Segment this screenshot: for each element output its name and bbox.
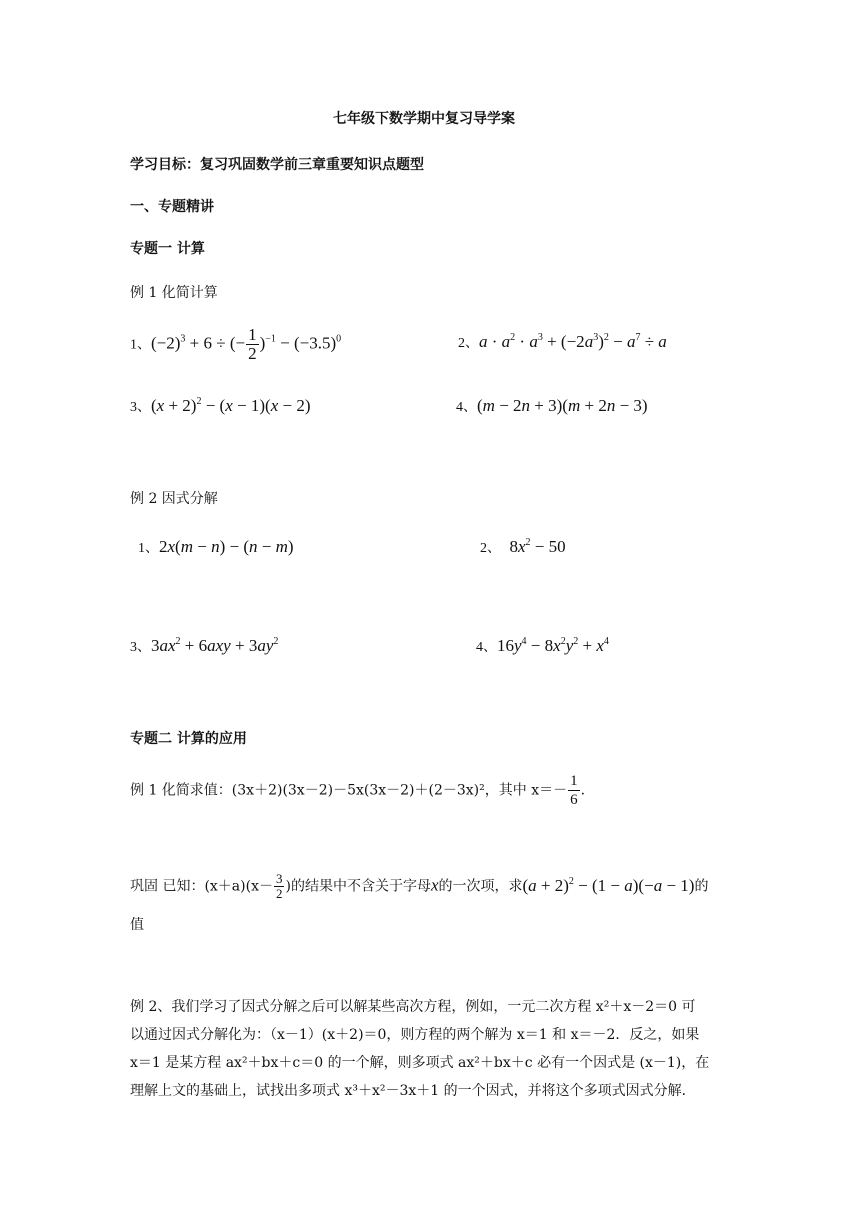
fraction-denominator: 2 bbox=[275, 886, 283, 901]
consolidation-text-mid: )的结果中不含关于字母 bbox=[285, 878, 431, 895]
problem-number: 1、 bbox=[130, 337, 151, 353]
expression: $(a + 2)^2 - (1 - a)(-a - 1)$ bbox=[522, 875, 695, 895]
ex2-problem-4: 4、$16y^4 - 8x^2y^2 + x^4$ bbox=[476, 636, 609, 655]
consolidation-suffix: 的 bbox=[694, 878, 709, 895]
fraction-numerator: 3 bbox=[275, 871, 283, 886]
ex2-problem-3: 3、$3ax^2 + 6axy + 3ay^2$ bbox=[130, 636, 279, 655]
ex1-problem-3: 3、$(x + 2)^2 - (x - 1)(x - 2)$ bbox=[130, 396, 311, 415]
consolidation-problem bbox=[130, 872, 708, 901]
consolidation-line-2: 值 bbox=[130, 917, 144, 933]
example-2-paragraph-line-3: x＝1 是某方程 ax²＋bx＋c＝0 的一个解，则多项式 ax²＋bx＋c 必有一个因式是 (x－1)，在 bbox=[130, 1055, 710, 1071]
consolidation-text: 巩固 已知：(x＋a)(x－ bbox=[130, 878, 273, 895]
application-suffix: . bbox=[580, 782, 586, 799]
example-2-label: 例 2 因式分解 bbox=[130, 491, 218, 507]
example-2-paragraph-line-1: 例 2、我们学习了因式分解之后可以解某些高次方程，例如，一元二次方程 x²＋x－2＝0 可 bbox=[130, 999, 696, 1015]
problem-number: 2、 bbox=[458, 336, 479, 351]
problem-number: 4、 bbox=[456, 400, 477, 415]
problem-number: 2、 bbox=[480, 541, 501, 556]
learning-goal: 学习目标：复习巩固数学前三章重要知识点题型 bbox=[130, 157, 424, 173]
application-example-1 bbox=[130, 772, 585, 809]
variable-x: x bbox=[430, 875, 439, 895]
page-title: 七年级下数学期中复习导学案 bbox=[333, 111, 515, 127]
topic-one-heading: 专题一 计算 bbox=[130, 241, 205, 257]
fraction-denominator: 6 bbox=[570, 792, 578, 808]
section-heading: 一、专题精讲 bbox=[130, 199, 214, 215]
ex2-problem-1: 1、2x(m − n) − (n − m) bbox=[138, 537, 294, 556]
ex1-problem-4: 4、(m − 2n + 3)(m + 2n − 3) bbox=[456, 396, 648, 415]
example-2-paragraph-line-4: 理解上文的基础上，试找出多项式 x³＋x²－3x＋1 的一个因式，并将这个多项式因式分解． bbox=[130, 1083, 696, 1099]
ex1-problem-2: 2、$a \cdot a^2 \cdot a^3 + (-2a^3)^2 - a^7 \div a$ bbox=[458, 332, 667, 351]
consolidation-text-mid2: 的一次项，求 bbox=[438, 878, 523, 895]
problem-number: 1、 bbox=[138, 541, 159, 556]
problem-number: 3、 bbox=[130, 640, 151, 655]
ex1-problem-1: 1、$(-2)^3 + 6$ ÷ (− $\frac{1}{2}$ )$^{-1} - (-3.5)^0$ bbox=[130, 325, 342, 363]
problem-number: 4、 bbox=[476, 640, 497, 655]
ex2-problem-2: 2、 $8x^2 - 50$ bbox=[480, 537, 566, 556]
example-2-paragraph-line-2: 以通过因式分解化为：（x－1）(x＋2)＝0，则方程的两个解为 x＝1 和 x＝－2．反之，如果 bbox=[130, 1027, 700, 1043]
topic-two-heading: 专题二 计算的应用 bbox=[130, 731, 247, 747]
example-1-label: 例 1 化简计算 bbox=[130, 285, 218, 301]
problem-number: 3、 bbox=[130, 400, 151, 415]
fraction-numerator: 1 bbox=[570, 773, 578, 789]
application-text: 例 1 化简求值：(3x＋2)(3x－2)－5x(3x－2)＋(2－3x)²，其中 x＝－ bbox=[130, 782, 568, 799]
